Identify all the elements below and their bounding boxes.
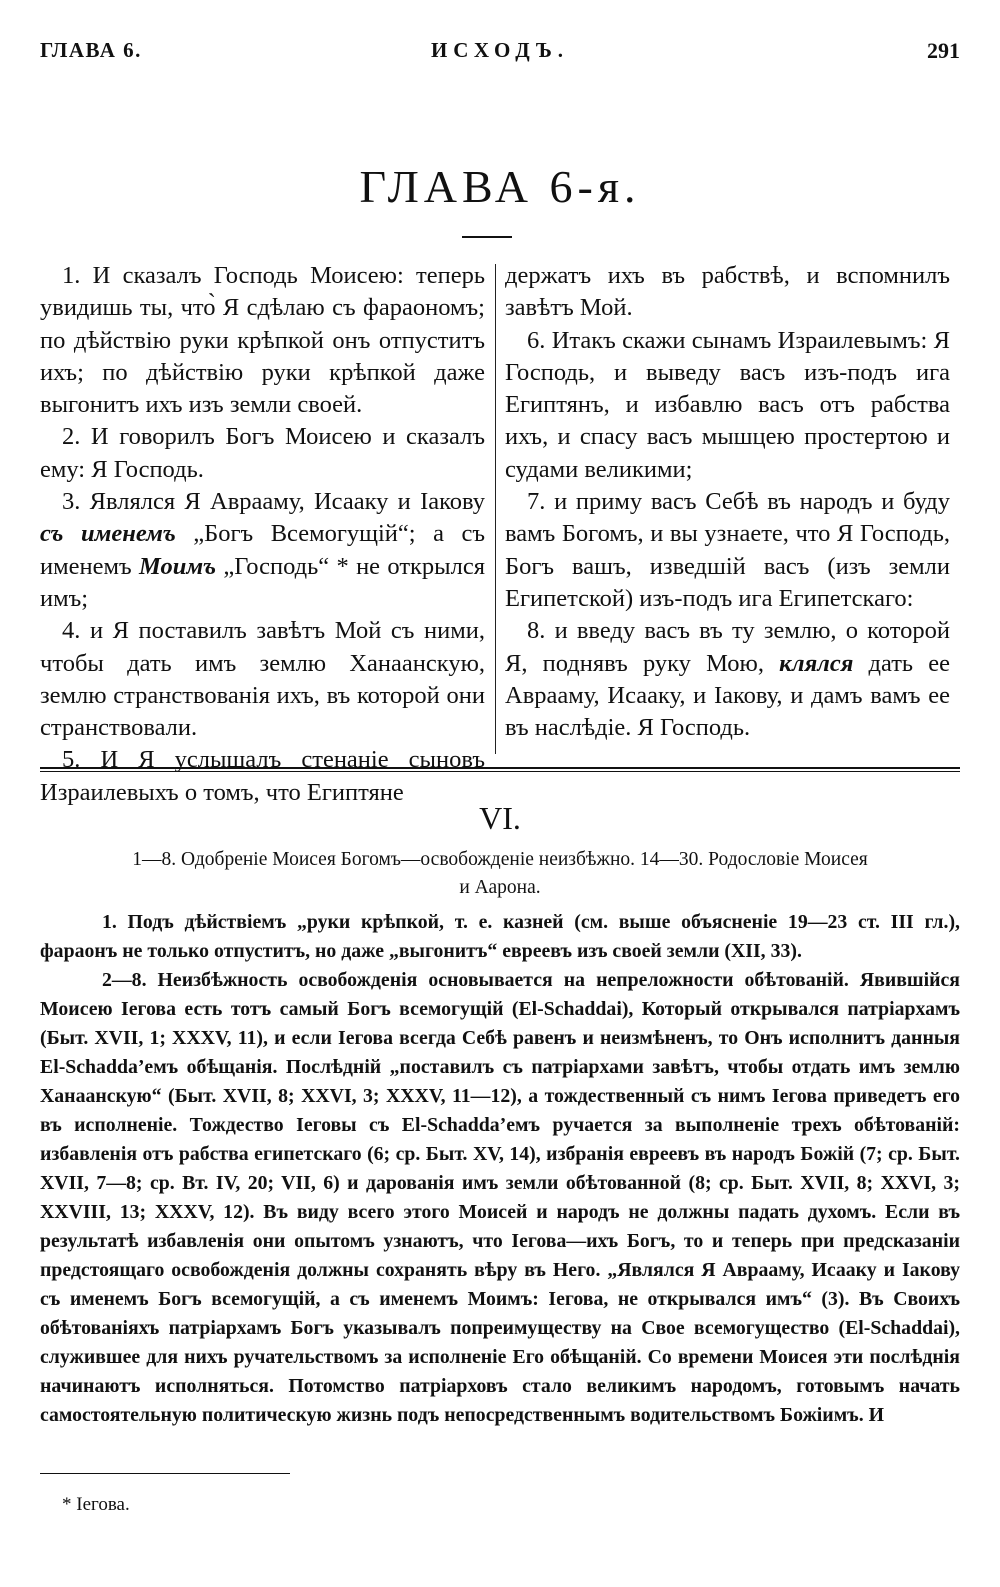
verse-text: 7. и приму васъ Себѣ въ народъ и буду вамъ Богомъ, и вы узнаете, что Я Господь, Богъ вашъ, изведшій васъ (изъ земли Египетской) изъ-подъ ига Египетскаго: xyxy=(505,488,950,612)
verse-text: дать ее Аврааму, Исааку, и Іакову, и дамъ вамъ ее въ наслѣдіе. Я Господь. xyxy=(505,649,950,742)
verse xyxy=(505,486,950,615)
verse-italic-text: Моимъ xyxy=(139,552,217,580)
verse-text: 1. И сказалъ Господь Моисею: теперь увидишь ты, что̀ Я сдѣлаю съ фараономъ; по дѣйствію руки крѣпкой онъ отпуститъ ихъ; по дѣйствію руки крѣпкой даже выгонитъ ихъ изъ земли своей. xyxy=(40,262,485,419)
column-divider xyxy=(495,264,496,754)
verse xyxy=(505,615,950,744)
verse xyxy=(40,486,485,615)
verse-text: держатъ ихъ въ рабствѣ, и вспомнилъ завѣтъ Мой. xyxy=(505,262,950,322)
section-rule xyxy=(40,767,960,769)
verse xyxy=(40,615,485,744)
running-head-book-title: ИСХОДЪ. xyxy=(430,38,570,62)
verse xyxy=(505,325,950,486)
verse-text: 5. И Я услышалъ стенаніе сыновъ Израилевыхъ о томъ, что Египтяне xyxy=(40,746,485,806)
verse xyxy=(40,260,485,421)
chapter-title: ГЛАВА 6-я. xyxy=(359,161,641,212)
running-head xyxy=(40,38,960,72)
verse-text: 3. Являлся Я Аврааму, Исааку и Іакову xyxy=(62,488,485,516)
title-rule xyxy=(462,236,512,238)
verse-text: 6. Итакъ скажи сынамъ Израилевымъ: Я Господь, и выведу васъ изъ-подъ ига Египтянъ, и избавлю васъ отъ рабства ихъ, и спасу васъ мышцею простертою и судами великими; xyxy=(505,326,950,483)
section-number: VI. xyxy=(479,800,521,836)
verse-text: 4. и Я поставилъ завѣтъ Мой съ ними, чтобы дать имъ землю Ханаанскую, землю странствованія ихъ, въ которой они странствовали. xyxy=(40,617,485,742)
section-rule-thin xyxy=(40,771,960,772)
commentary-paragraph: 1. Подъ дѣйствіемъ „руки крѣпкой, т. е. казней (см. выше объясненіе 19—23 ст. III гл.), фараонъ не только отпуститъ, но даже „выгонитъ“ евреевъ изъ своей земли (XII, 33). xyxy=(40,911,960,962)
verse-text: 2. И говорилъ Богъ Моисею и сказалъ ему: Я Господь. xyxy=(40,423,485,483)
verse-text: 8. и введу васъ въ ту землю, о которой Я, поднявъ руку Мою, xyxy=(505,617,950,677)
verse-italic-text: съ именемъ xyxy=(40,520,176,548)
scripture-column-left xyxy=(40,260,485,809)
summary-line: 1—8. Одобреніе Моисея Богомъ—освобожденіе неизбѣжно. 14—30. Родословіе Моисея xyxy=(132,849,868,870)
verse-italic-text: клялся xyxy=(779,649,854,677)
commentary xyxy=(40,908,960,1430)
section-summary xyxy=(40,846,960,902)
scripture-text xyxy=(40,260,960,806)
summary-line: и Аарона. xyxy=(459,877,541,898)
verse-text: „Господь“ * не открылся имъ; xyxy=(40,552,486,612)
footnote: * Іегова. xyxy=(62,1494,130,1515)
verse-text: „Богъ Всемогущій“; а съ именемъ xyxy=(40,520,485,580)
running-head-chapter: ГЛАВА 6. xyxy=(40,38,142,62)
footnote-rule xyxy=(40,1473,290,1474)
verse xyxy=(505,260,950,325)
scripture-column-right xyxy=(505,260,950,744)
verse xyxy=(40,421,485,486)
commentary-paragraph: 2—8. Неизбѣжность освобожденія основывается на непреложности обѣтованій. Явившійся Моисею Іегова есть тотъ самый Богъ всемогущій (El-Schaddai), Который открывался патріархамъ (Быт. XVII, 1; XXXV, 11), и если Іегова всегда Себѣ равенъ и неизмѣненъ, то Онъ исполнитъ данныя El-Schadda’емъ обѣщанія. Послѣдній „поставилъ съ патріархами завѣтъ, чтобы отдать имъ землю Ханаанскую“ (Быт. XVII, 8; XXVI, 3; XXXV, 11—12), а тождественный съ нимъ Іегова приведетъ его въ исполненіе. Тождество Іеговы съ El-Schadda’емъ ручается за выполненіе трехъ обѣтованій: избавленія отъ рабства египетскаго (6; ср. Быт. XV, 14), избранія евреевъ въ народъ Божій (7; ср. Быт. XVII, 7—8; ср. Вт. IV, 20; VII, 6) и дарованія имъ земли обѣтованной (8; ср. Быт. XVII, 8; XXVI, 3; XXVIII, 13; XXXV, 12). Въ виду всего этого Моисей и народъ не должны падать духомъ. Если въ результатѣ избавленія они опытомъ узнаютъ, что Іегова—ихъ Богъ, то и теперь при предсказаніи предстоящаго освобожденія должны сохранять вѣру въ Него. „Являлся Я Аврааму, Исааку и Іакову съ именемъ Богъ всемогущій, а съ именемъ Моимъ: Іегова, не открывался имъ“ (3). Въ Своихъ обѣтованіяхъ патріархамъ Богъ указывалъ попреимуществу на Свое всемогущество (El-Schaddai), служившее для нихъ ручательствомъ за исполненіе Его обѣщаній. Со времени Моисея эти послѣднія начинаютъ исполняться. Потомство патріарховъ стало великимъ народомъ, готовымъ начать самостоятельную политическую жизнь подъ непосредственнымъ водительствомъ Божіимъ. И xyxy=(40,969,960,1426)
page-number: 291 xyxy=(927,38,960,63)
